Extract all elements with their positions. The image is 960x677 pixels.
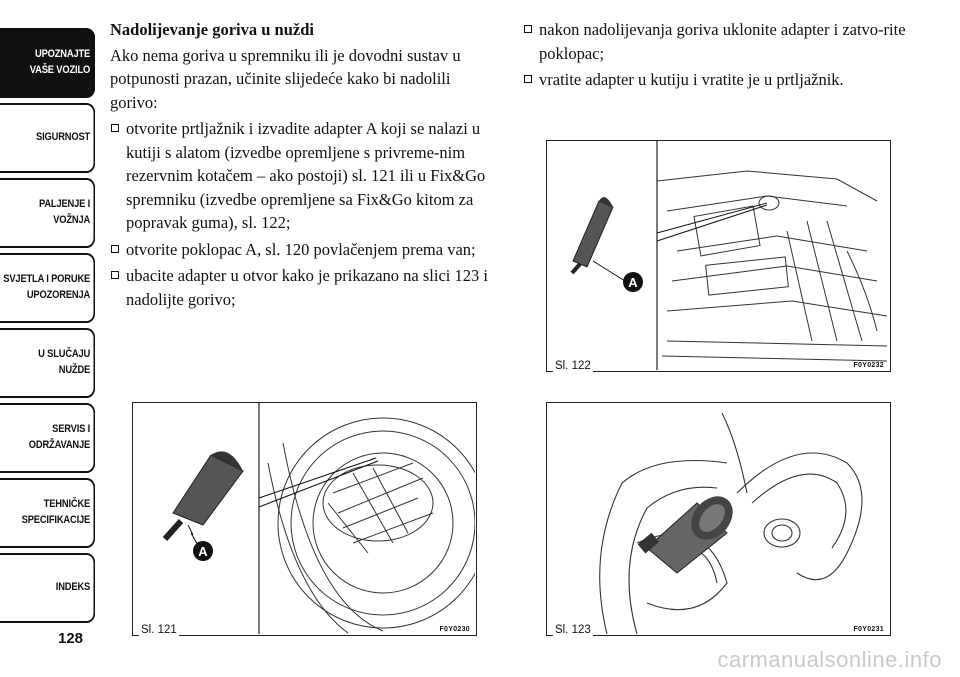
tab-upoznajte-vase-vozilo[interactable] <box>0 28 95 98</box>
right-column <box>523 18 918 92</box>
tab-u-slucaju-nuzde[interactable] <box>0 328 95 398</box>
watermark: carmanualsonline.info <box>717 647 942 672</box>
tab-servis-i-odrzavanje[interactable] <box>0 403 95 473</box>
tab-tehnicke-specifikacije[interactable] <box>0 478 95 548</box>
tab-label: UPOZNAJTE VAŠE VOZILO <box>29 48 91 76</box>
chapter-sidebar <box>0 0 100 640</box>
figure-121 <box>132 402 477 636</box>
tab-label: INDEKS <box>55 581 91 594</box>
figure-121-illustration <box>133 403 475 634</box>
tab-svjetla-i-poruke[interactable] <box>0 253 95 323</box>
tab-indeks[interactable] <box>0 553 95 623</box>
list-item: otvorite prtljažnik i izvadite adapter A koji se nalazi u kutiji s alatom (izvedbe opremljene s privreme-nim rezervnim kotačem – ako postoji) sl. 121 ili u Fix&Go spremniku (izvedbe opremljene sa Fix&Go kitom za popravak guma), sl. 122; <box>110 117 495 235</box>
label-a: A <box>198 544 208 559</box>
tab-label: SERVIS I ODRŽAVANJE <box>28 423 91 451</box>
tab-label: SVJETLA I PORUKE UPOZORENJA <box>3 273 91 301</box>
tab-label: TEHNIČKE SPECIFIKACIJE <box>21 498 91 526</box>
section-heading: Nadolijevanje goriva u nuždi <box>110 20 314 39</box>
tab-label: U SLUČAJU NUŽDE <box>38 348 91 376</box>
figure-123-illustration <box>547 403 889 634</box>
adapter-icon <box>165 451 243 551</box>
tab-paljenje-i-voznja[interactable] <box>0 178 95 248</box>
figure-code: F0Y0231 <box>853 626 884 633</box>
figure-caption: Sl. 123 <box>555 624 591 636</box>
tab-label: SIGURNOST <box>36 131 91 144</box>
tab-label: PALJENJE I VOŽNJA <box>38 198 91 226</box>
list-item: nakon nadolijevanja goriva uklonite adapter i zatvo-rite poklopac; <box>523 18 918 65</box>
figure-122-illustration <box>547 141 889 370</box>
tab-sigurnost[interactable] <box>0 103 95 173</box>
adapter-icon <box>638 488 742 573</box>
figure-123 <box>546 402 891 636</box>
list-item: otvorite poklopac A, sl. 120 povlačenjem prema van; <box>110 238 495 262</box>
list-item: ubacite adapter u otvor kako je prikazano na slici 123 i nadolijte gorivo; <box>110 264 495 311</box>
left-column <box>110 18 495 311</box>
figure-122 <box>546 140 891 372</box>
label-a: A <box>628 275 638 290</box>
figure-code: F0Y0232 <box>853 362 884 369</box>
intro-paragraph: Ako nema goriva u spremniku ili je dovodni sustav u potpunosti prazan, učinite slijedeće kako bi nadolili gorivo: <box>110 45 461 112</box>
figure-caption: Sl. 122 <box>555 360 591 372</box>
list-item: vratite adapter u kutiju i vratite je u prtljažnik. <box>523 68 918 92</box>
figure-caption: Sl. 121 <box>141 624 177 636</box>
page-number: 128 <box>58 630 84 647</box>
adapter-icon <box>572 197 625 281</box>
figure-code: F0Y0230 <box>439 626 470 633</box>
